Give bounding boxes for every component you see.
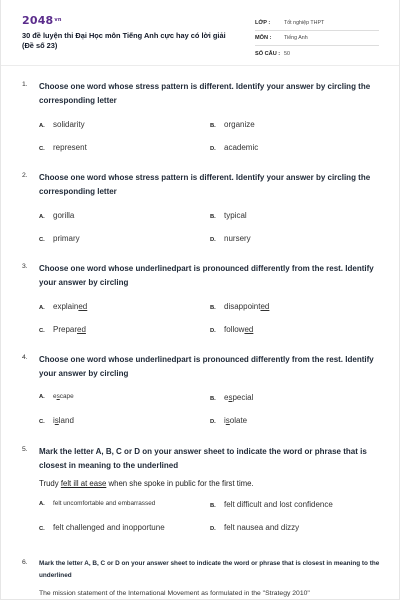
question-2 xyxy=(22,171,381,243)
option-letter: C. xyxy=(39,328,45,334)
logo-suffix: vn xyxy=(54,17,62,23)
option-a[interactable] xyxy=(39,500,210,509)
option-text: escape xyxy=(53,393,74,400)
option-d[interactable] xyxy=(210,234,381,243)
option-a[interactable] xyxy=(39,211,210,220)
option-letter: D. xyxy=(210,328,216,334)
option-b[interactable] xyxy=(210,393,381,402)
page-header xyxy=(1,0,399,66)
option-text: followed xyxy=(224,325,254,334)
question-5 xyxy=(22,445,381,532)
option-d[interactable] xyxy=(210,143,381,152)
question-stem: Trudy felt ill at ease when she spoke in public for the first time. xyxy=(39,479,254,488)
option-text: felt difficult and lost confidence xyxy=(224,500,333,509)
option-c[interactable] xyxy=(39,416,210,425)
question-number: 6. xyxy=(22,559,28,566)
option-letter: C. xyxy=(39,146,45,152)
question-prompt: Mark the letter A, B, C or D on your answer sheet to indicate the word or phrase that is closest in meaning to the underlined xyxy=(39,560,380,579)
option-d[interactable] xyxy=(210,416,381,425)
option-text: explained xyxy=(53,302,88,311)
option-text: primary xyxy=(53,234,80,243)
option-letter: D. xyxy=(210,419,216,425)
option-text: disappointed xyxy=(224,302,270,311)
question-prompt: Choose one word whose underlinedpart is pronounced differently from the rest. Identify your answer by circling xyxy=(39,355,374,378)
option-text: represent xyxy=(53,143,87,152)
option-a[interactable] xyxy=(39,120,210,129)
option-a[interactable] xyxy=(39,302,210,311)
option-letter: A. xyxy=(39,214,45,220)
meta-label: LỚP : xyxy=(255,20,271,26)
option-c[interactable] xyxy=(39,325,210,334)
document-meta xyxy=(255,16,379,61)
option-text: felt challenged and inopportune xyxy=(53,523,165,532)
question-prompt: Choose one word whose stress pattern is different. Identify your answer by circling the corresponding letter xyxy=(39,173,371,196)
option-letter: B. xyxy=(210,305,216,311)
meta-label: MÔN : xyxy=(255,35,272,41)
option-text: felt uncomfortable and embarrassed xyxy=(53,500,156,507)
option-c[interactable] xyxy=(39,143,210,152)
option-letter: A. xyxy=(39,394,45,400)
option-a[interactable] xyxy=(39,393,210,402)
question-prompt: Choose one word whose underlinedpart is pronounced differently from the rest. Identify your answer by circling xyxy=(39,264,374,287)
option-letter: B. xyxy=(210,396,216,402)
option-letter: B. xyxy=(210,123,216,129)
question-4 xyxy=(22,353,381,425)
meta-value: Tiếng Anh xyxy=(284,35,308,41)
option-text: typical xyxy=(224,211,247,220)
option-letter: C. xyxy=(39,419,45,425)
option-text: solidarity xyxy=(53,120,85,129)
option-d[interactable] xyxy=(210,325,381,334)
meta-row-question-count xyxy=(255,46,379,61)
option-letter: A. xyxy=(39,305,45,311)
meta-value: Tốt nghiệp THPT xyxy=(284,20,325,26)
option-letter: A. xyxy=(39,123,45,129)
option-text: gorilla xyxy=(53,211,75,220)
passage-text: The mission statement of the International Movement as formulated in the "Strategy 2010" xyxy=(39,590,310,597)
document-title: 30 đề luyện thi Đại Học môn Tiếng Anh cực hay có lời giải (Đề số 23) xyxy=(22,31,226,50)
option-text: island xyxy=(53,416,74,425)
question-prompt: Choose one word whose stress pattern is different. Identify your answer by circling the corresponding letter xyxy=(39,82,371,105)
option-letter: C. xyxy=(39,526,45,532)
meta-row-class xyxy=(255,16,379,31)
question-1 xyxy=(22,80,381,152)
meta-row-subject xyxy=(255,31,379,46)
option-b[interactable] xyxy=(210,500,381,509)
option-letter: D. xyxy=(210,146,216,152)
question-6 xyxy=(22,558,381,582)
option-text: academic xyxy=(224,143,259,152)
meta-label: SỐ CÂU : xyxy=(255,50,281,57)
option-text: felt nausea and dizzy xyxy=(224,523,300,532)
option-letter: A. xyxy=(39,501,45,507)
option-c[interactable] xyxy=(39,234,210,243)
option-text: nursery xyxy=(224,234,251,243)
option-d[interactable] xyxy=(210,523,381,532)
question-3 xyxy=(22,262,381,334)
meta-value: 50 xyxy=(284,50,290,57)
question-number: 3. xyxy=(22,263,28,270)
question-number: 1. xyxy=(22,81,28,88)
option-text: organize xyxy=(224,120,255,129)
option-letter: B. xyxy=(210,214,216,220)
question-number: 2. xyxy=(22,172,28,179)
question-number: 5. xyxy=(22,446,28,453)
question-number: 4. xyxy=(22,354,28,361)
option-letter: D. xyxy=(210,237,216,243)
question-prompt: Mark the letter A, B, C or D on your answer sheet to indicate the word or phrase that is closest in meaning to the underlined xyxy=(39,447,367,470)
underlined-phrase: felt ill at ease xyxy=(60,479,107,488)
logo-text: 2048 xyxy=(22,14,54,27)
option-text: Prepared xyxy=(53,325,86,334)
option-c[interactable] xyxy=(39,523,210,532)
option-b[interactable] xyxy=(210,120,381,129)
option-letter: D. xyxy=(210,526,216,532)
option-text: especial xyxy=(224,393,254,402)
option-b[interactable] xyxy=(210,211,381,220)
option-b[interactable] xyxy=(210,302,381,311)
option-letter: C. xyxy=(39,237,45,243)
site-logo[interactable] xyxy=(22,14,62,27)
option-letter: B. xyxy=(210,503,216,509)
option-text: isolate xyxy=(224,416,248,425)
